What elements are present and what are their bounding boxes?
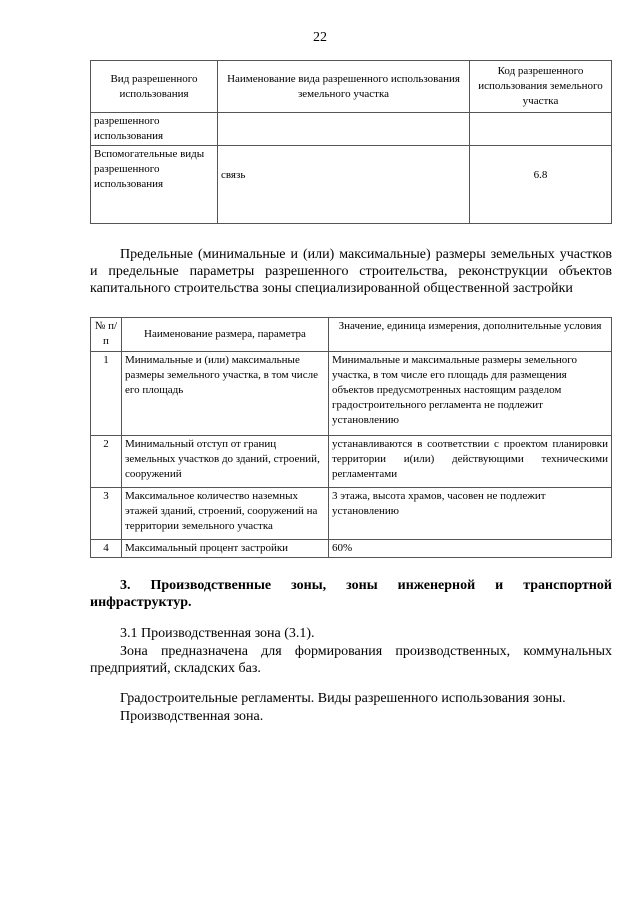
table-cell: связь xyxy=(218,146,470,224)
table-cell: 1 xyxy=(91,352,122,436)
table-header-cell: Наименование размера, параметра xyxy=(122,318,329,352)
table-cell: 2 xyxy=(91,436,122,488)
table-cell: 60% xyxy=(329,540,612,558)
table-header-cell: Код разрешенного использования земельного участка xyxy=(470,61,612,113)
zone-name: Производственная зона. xyxy=(120,709,264,724)
permitted-use-table xyxy=(90,60,612,224)
table-cell: Минимальный отступ от границ земельных участков до зданий, строений, сооружений xyxy=(122,436,329,488)
table-cell: Максимальное количество наземных этажей зданий, строений, сооружений на территории земельного участка xyxy=(122,488,329,540)
table-row xyxy=(91,488,612,540)
table-cell: Минимальные и (или) максимальные размеры земельного участка, в том числе его площадь xyxy=(122,352,329,436)
zone-purpose: Зона предназначена для формирования производственных, коммунальных предприятий, складских баз. xyxy=(90,644,612,676)
table-row xyxy=(91,146,612,224)
table-cell: Минимальные и максимальные размеры земельного участка, в том числе его площадь для размещения объектов предусмотренных настоящим разделом градостроительного регламента не подлежит установлению xyxy=(329,352,612,436)
table-row xyxy=(91,436,612,488)
table-cell: Максимальный процент застройки xyxy=(122,540,329,558)
table-cell: 3 xyxy=(91,488,122,540)
table-header-cell: Наименование вида разрешенного использования земельного участка xyxy=(218,61,470,113)
regulations-line: Градостроительные регламенты. Виды разрешенного использования зоны. xyxy=(120,691,566,706)
table-header-cell: Значение, единица измерения, дополнительные условия xyxy=(329,318,612,352)
section-heading: 3. Производственные зоны, зоны инженерной и транспортной инфраструктур. xyxy=(90,578,612,610)
table-header-cell: Вид разрешенного использования xyxy=(91,61,218,113)
table-row xyxy=(91,540,612,558)
table-header-cell: № п/п xyxy=(91,318,122,352)
table-header-row xyxy=(91,318,612,352)
table-cell: 3 этажа, высота храмов, часовен не подлежит установлению xyxy=(329,488,612,540)
intro-paragraph: Предельные (минимальные и (или) максимальные) размеры земельных участков и предельные параметры разрешенного строительства, реконструкции объектов капитального строительства зоны специализированной общественной застройки xyxy=(90,247,612,296)
table-row xyxy=(91,352,612,436)
table-row xyxy=(91,113,612,146)
table-cell: 6.8 xyxy=(470,146,612,224)
table-cell: разрешенного использования xyxy=(91,113,218,146)
table-cell xyxy=(218,113,470,146)
table-cell xyxy=(470,113,612,146)
parameters-table xyxy=(90,317,612,558)
page-number: 22 xyxy=(313,30,327,45)
table-cell: устанавливаются в соответствии с проектом планировки территории и(или) действующими техническими регламентами xyxy=(329,436,612,488)
table-cell: 4 xyxy=(91,540,122,558)
table-cell: Вспомогательные виды разрешенного использования xyxy=(91,146,218,224)
table-header-row xyxy=(91,61,612,113)
subsection-title: 3.1 Производственная зона (3.1). xyxy=(120,626,315,641)
